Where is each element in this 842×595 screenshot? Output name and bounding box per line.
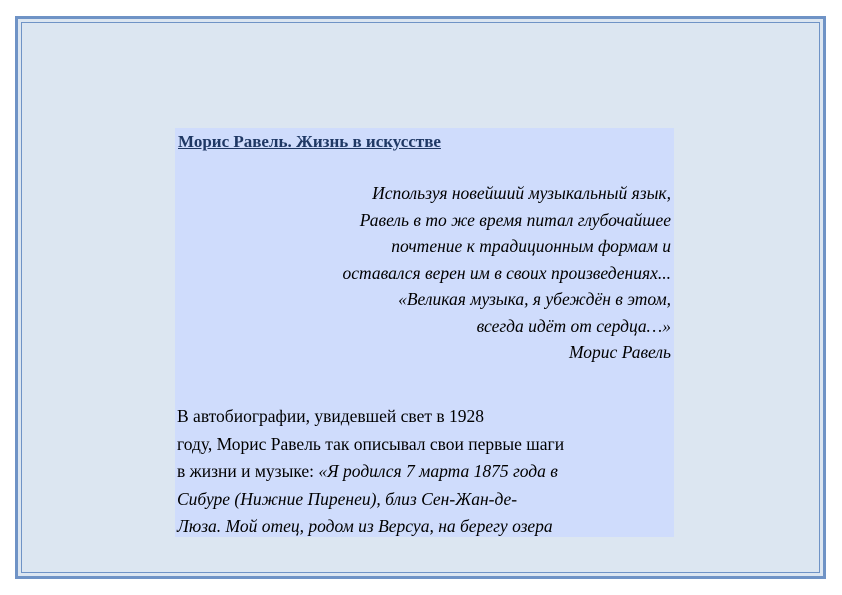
text-block: [175, 128, 674, 537]
epigraph-quote-line: всегда идёт от сердца…»: [476, 315, 671, 336]
epigraph: [343, 180, 672, 366]
body-quote-line: Сибуре (Нижние Пиренеи), близ Сен-Жан-де-: [177, 488, 518, 509]
body-line: году, Морис Равель так описывал свои первые шаги: [177, 433, 565, 454]
document-title: Морис Равель. Жизнь в искусстве: [178, 132, 441, 151]
epigraph-line: почтение к традиционным формам и: [391, 236, 671, 256]
body-line: [177, 458, 564, 486]
epigraph-line: оставался верен им в своих произведениях...: [342, 262, 671, 283]
body-quote-line: Люза. Мой отец, родом из Версуа, на берегу озера: [177, 516, 553, 536]
epigraph-quote-line: «Великая музыка, я убеждён в этом,: [398, 289, 671, 309]
epigraph-line: Используя новейший музыкальный язык,: [372, 183, 671, 203]
body-quote-text: «Я родился 7 марта 1875 года в: [318, 461, 558, 481]
epigraph-line: Равель в то же время питал глубочайшее: [359, 209, 671, 230]
body-line: В автобиографии, увидевшей свет в 1928: [177, 406, 484, 426]
epigraph-author: Морис Равель: [568, 342, 671, 362]
body-text: в жизни и музыке:: [177, 461, 319, 481]
body-paragraph: [177, 403, 564, 541]
